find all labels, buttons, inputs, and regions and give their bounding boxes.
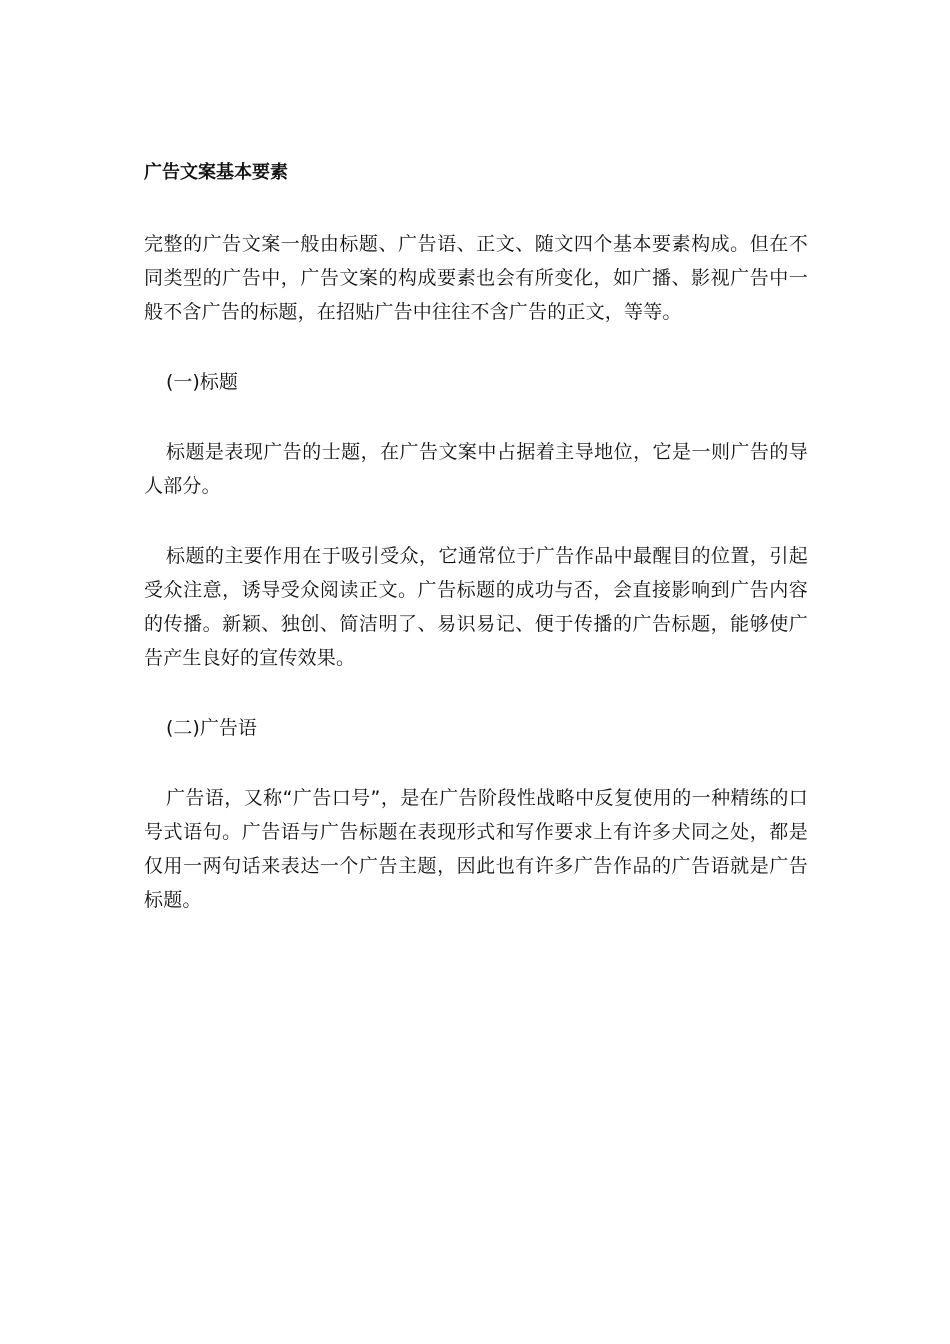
document-body bbox=[144, 156, 808, 917]
spacer bbox=[144, 745, 808, 781]
spacer bbox=[144, 399, 808, 435]
spacer bbox=[144, 503, 808, 539]
title-paragraph-2: 标题的主要作用在于吸引受众，它通常位于广告作品中最醒目的位置，引起受众注意，诱导受众阅读正文。广告标题的成功与否，会直接影响到广告内容的传播。新颖、独创、简洁明了、易识易记、便于传播的广告标题，能够使广告产生良好的宣传效果。 bbox=[144, 545, 808, 669]
spacer bbox=[144, 190, 808, 227]
spacer bbox=[144, 329, 808, 365]
title-paragraph-1: 标题是表现广告的士题，在广告文案中占据着主导地位，它是一则广告的导人部分。 bbox=[144, 441, 808, 497]
section-heading-title: (一)标题 bbox=[166, 371, 238, 393]
section-heading-slogan: (二)广告语 bbox=[166, 717, 257, 739]
spacer bbox=[144, 675, 808, 711]
document-title: 广告文案基本要素 bbox=[144, 162, 288, 183]
intro-paragraph: 完整的广告文案一般由标题、广告语、正文、随文四个基本要素构成。但在不同类型的广告中，广告文案的构成要素也会有所变化，如广播、影视广告中一般不含广告的标题，在招贴广告中往往不含广告的正文，等等。 bbox=[144, 233, 808, 323]
slogan-paragraph-1: 广告语，又称“广告口号”，是在广告阶段性战略中反复使用的一种精练的口号式语句。广告语与广告标题在表现形式和写作要求上有许多犬同之处，都是仅用一两句话来表达一个广告主题，因此也有许多广告作品的广告语就是广告标题。 bbox=[144, 787, 808, 911]
